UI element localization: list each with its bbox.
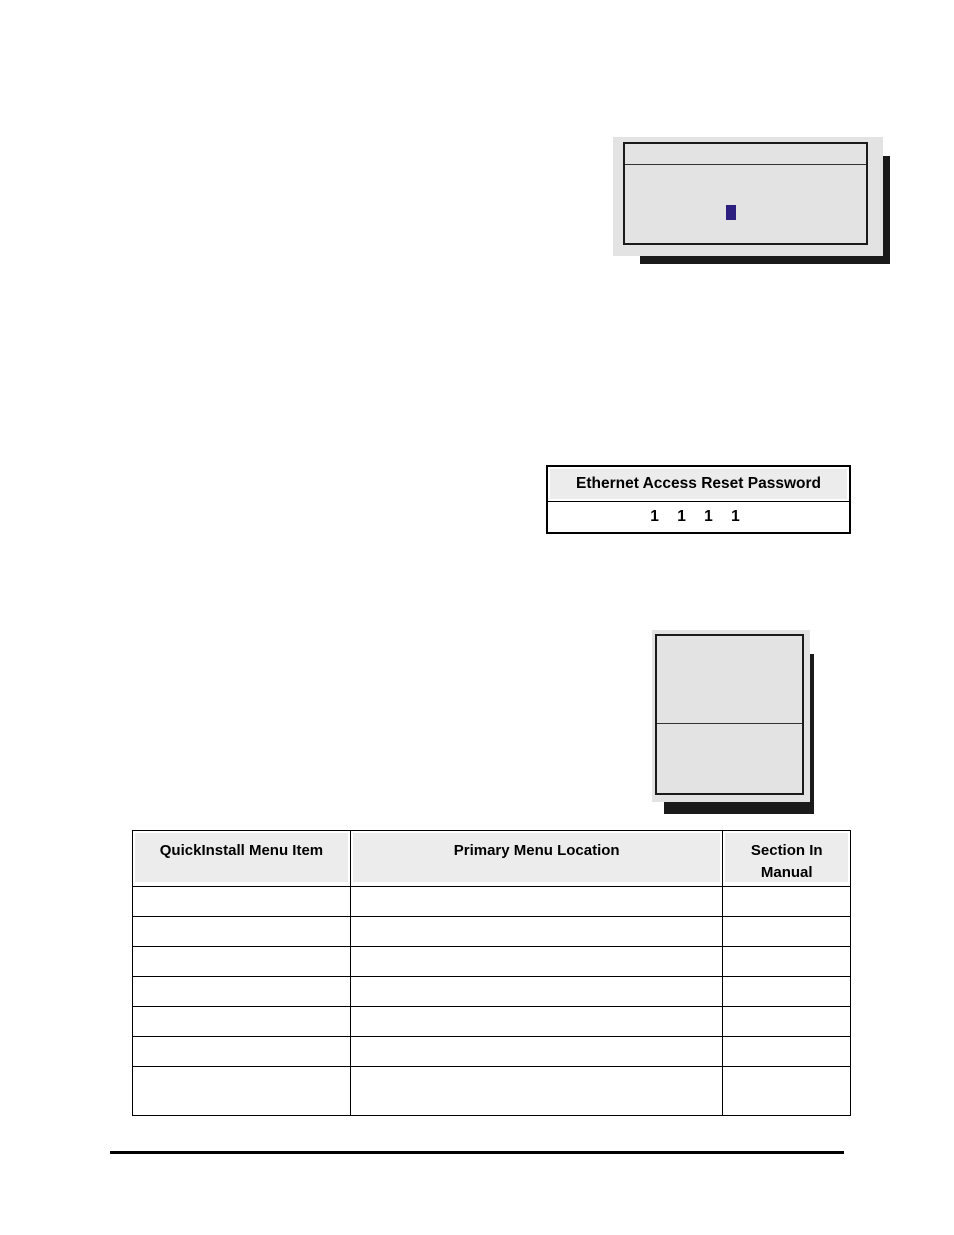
table-cell — [723, 977, 851, 1007]
table-cell — [723, 947, 851, 977]
quickinstall-mapping-table — [132, 830, 851, 1116]
table-cell — [133, 947, 351, 977]
table-cell — [723, 1067, 851, 1116]
dialog-title-bar — [625, 144, 866, 165]
reset-password-table — [546, 465, 851, 534]
table-cell — [350, 1037, 723, 1067]
column-header-label: Primary Menu Location — [353, 833, 721, 882]
dialog-frame — [655, 634, 804, 795]
dialog-panel — [652, 630, 810, 802]
text-cursor[interactable] — [726, 205, 736, 220]
table-cell — [723, 1037, 851, 1067]
table-cell — [723, 917, 851, 947]
table-cell — [350, 1067, 723, 1116]
table-cell — [133, 1007, 351, 1037]
column-header-label: QuickInstall Menu Item — [135, 833, 348, 882]
table-cell — [350, 887, 723, 917]
table-row — [133, 947, 851, 977]
column-header-section — [723, 831, 851, 887]
column-header-label: Section In Manual — [725, 833, 848, 882]
reset-password-value: 1 1 1 1 — [547, 502, 850, 534]
reset-password-header: Ethernet Access Reset Password — [550, 469, 847, 499]
table-cell — [350, 947, 723, 977]
table-cell — [350, 977, 723, 1007]
table-cell — [133, 887, 351, 917]
dialog-panel — [613, 137, 883, 256]
table-cell — [350, 917, 723, 947]
table-row — [133, 1037, 851, 1067]
table-cell — [350, 1007, 723, 1037]
table-row — [133, 1007, 851, 1037]
column-header-primary-location — [350, 831, 723, 887]
table-row — [133, 977, 851, 1007]
menu-divider — [657, 723, 802, 724]
password-dialog — [613, 137, 883, 256]
table-cell — [723, 887, 851, 917]
table-cell — [133, 977, 351, 1007]
footer-divider — [110, 1151, 844, 1154]
table-cell — [133, 917, 351, 947]
column-header-menu-item — [133, 831, 351, 887]
table-cell — [133, 1037, 351, 1067]
table-row — [133, 887, 851, 917]
dialog-frame — [623, 142, 868, 245]
table-row — [133, 1067, 851, 1116]
table-cell — [133, 1067, 351, 1116]
reset-password-header-cell — [547, 466, 850, 502]
quickinstall-menu-dialog — [652, 630, 810, 802]
table-cell — [723, 1007, 851, 1037]
table-row — [133, 917, 851, 947]
